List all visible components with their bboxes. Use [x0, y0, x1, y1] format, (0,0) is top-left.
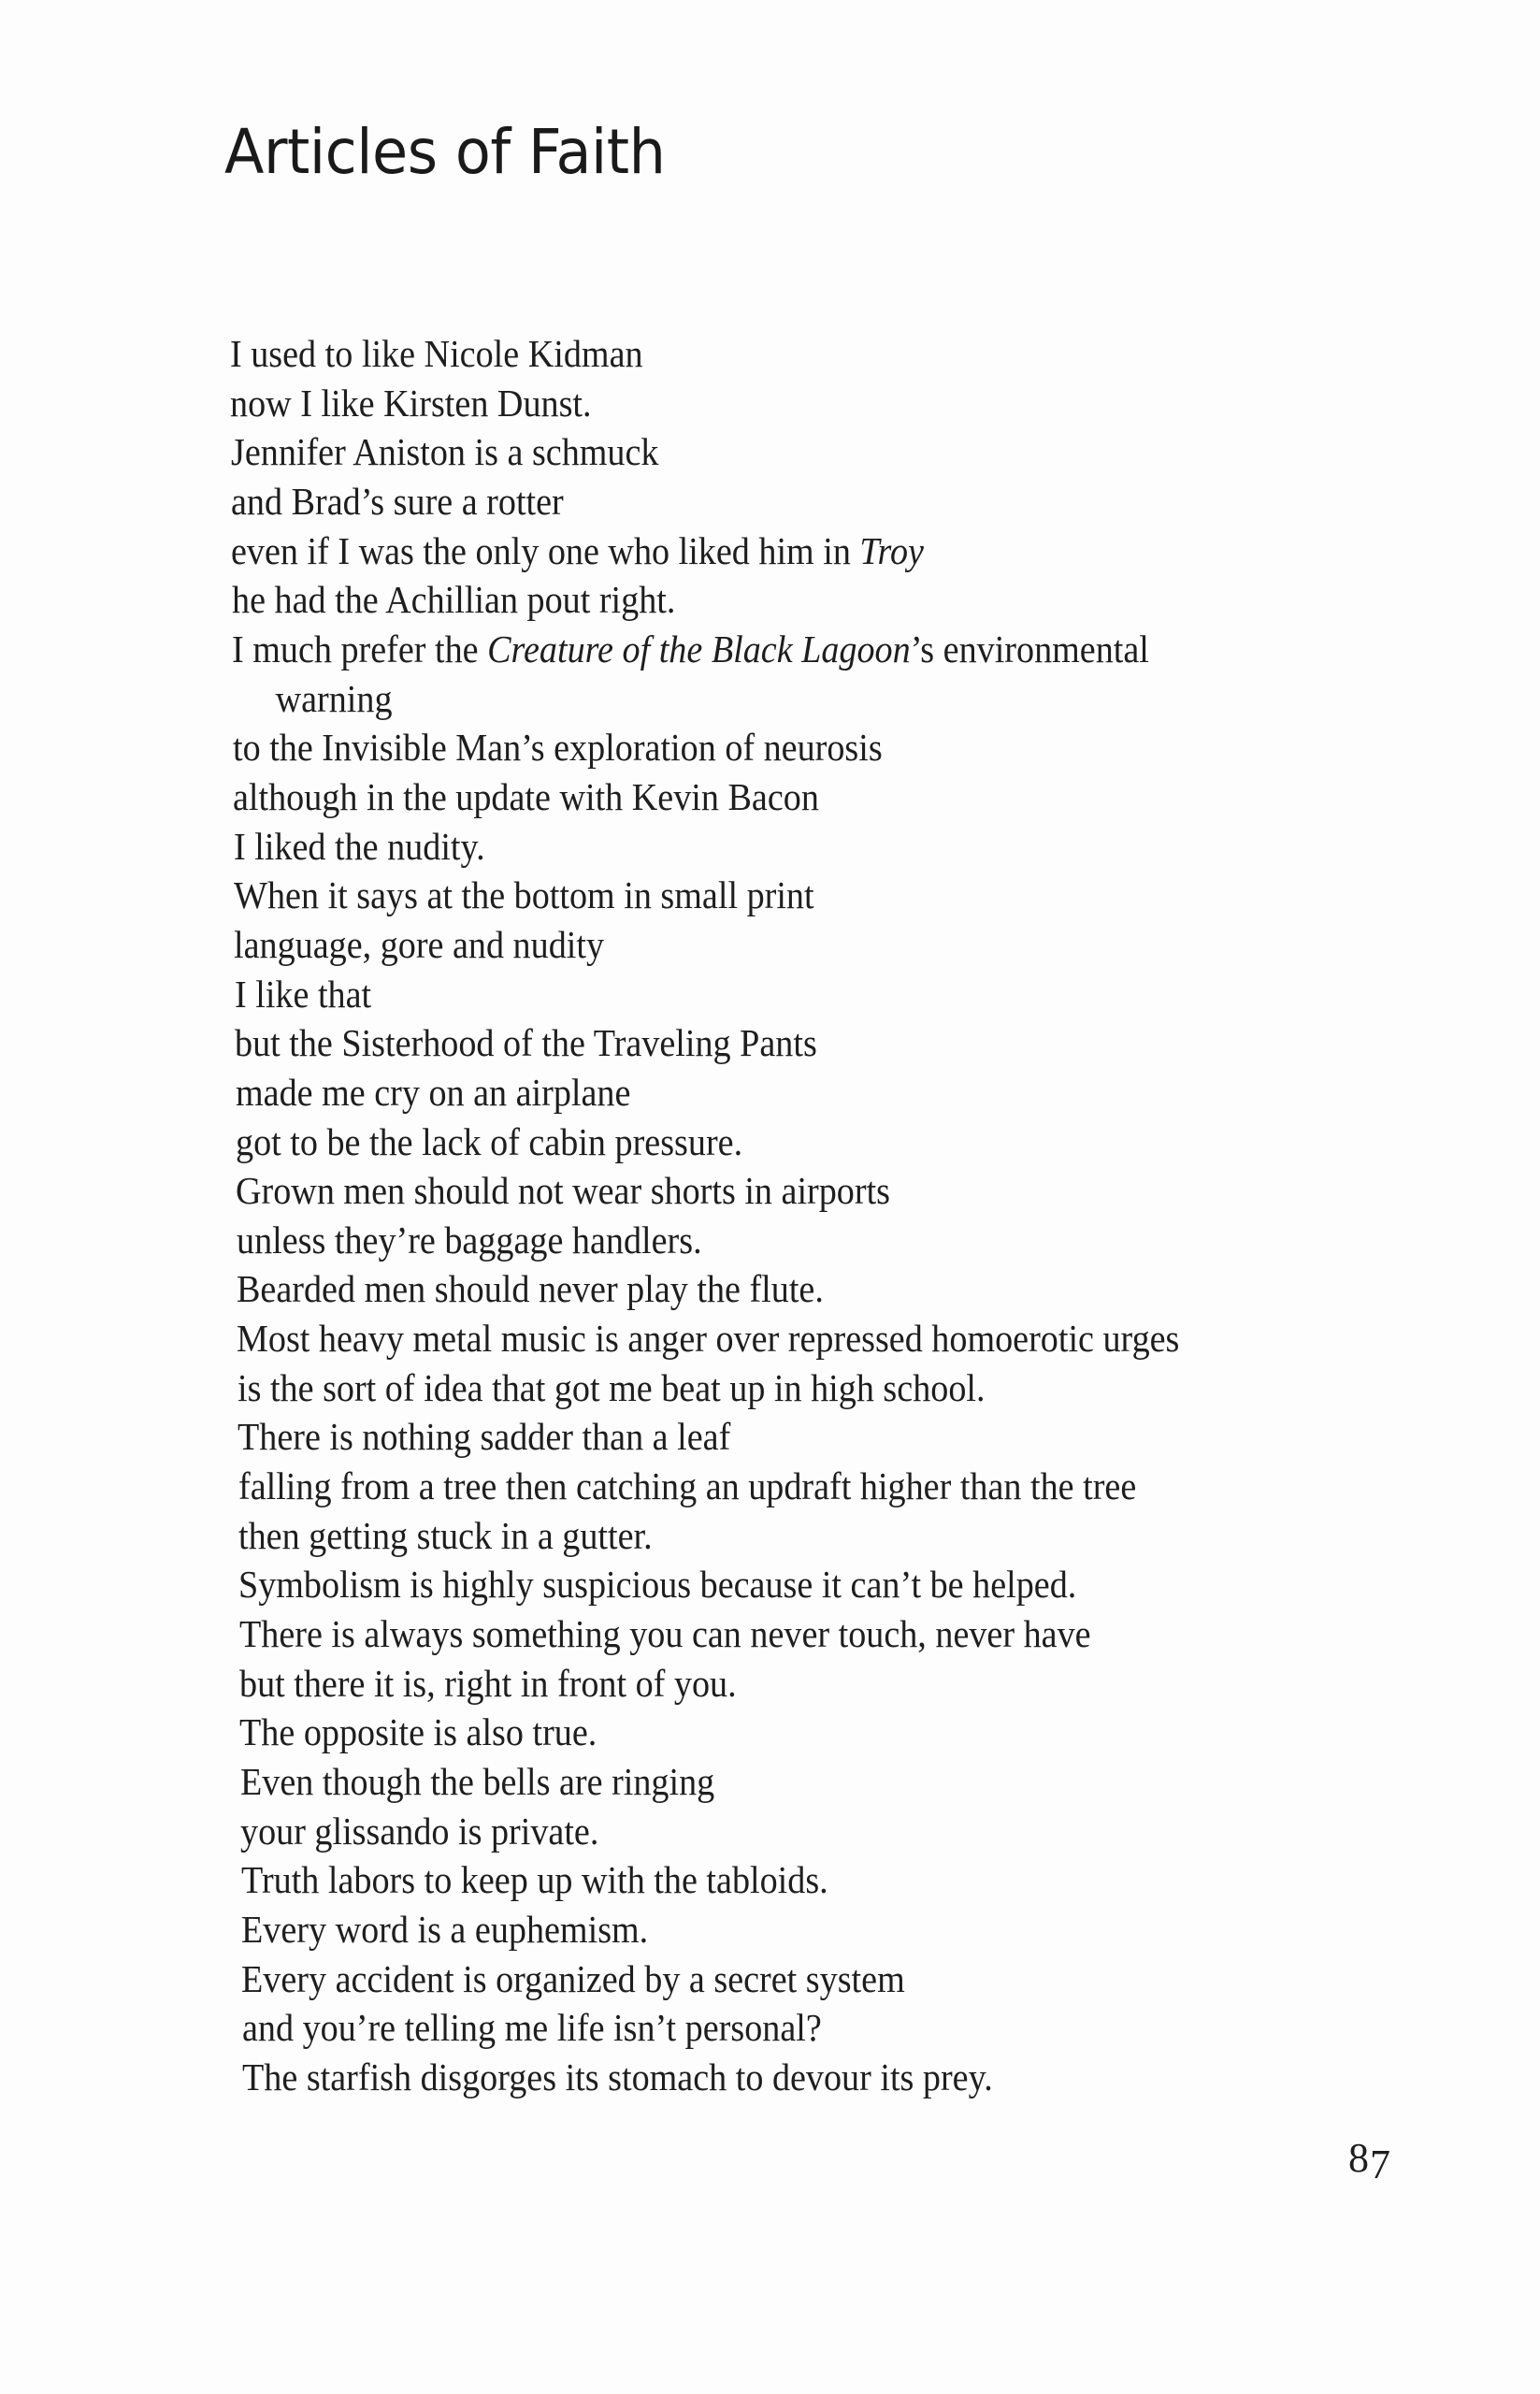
- page-number-digit-1: 8: [1348, 2135, 1369, 2181]
- poem-line: then getting stuck in a gutter.: [238, 1514, 653, 1557]
- poem-line: warning: [275, 677, 393, 720]
- poem-line: There is nothing sadder than a leaf: [237, 1415, 731, 1458]
- page-number-digit-2: 7: [1370, 2142, 1390, 2187]
- poem-line: Truth labors to keep up with the tabloids.: [241, 1858, 828, 1901]
- poem-line: unless they’re baggage handlers.: [237, 1219, 702, 1262]
- poem-line-text: ’s environmental: [910, 627, 1149, 671]
- poem-line: When it says at the bottom in small print: [234, 873, 814, 916]
- poem-line: Most heavy metal music is anger over repressed homoerotic urges: [237, 1317, 1180, 1360]
- poem-line: is the sort of idea that got me beat up in high school.: [237, 1366, 986, 1409]
- poem-title: Articles of Faith: [224, 116, 666, 188]
- poem-line: language, gore and nudity: [234, 923, 605, 966]
- poem-line: and Brad’s sure a rotter: [231, 480, 564, 523]
- poem-line-text: even if I was the only one who liked him in: [231, 529, 860, 572]
- poem-line-italic-title: Troy: [859, 529, 924, 572]
- poem-line: Bearded men should never play the flute.: [237, 1267, 824, 1310]
- poem-line: Jennifer Aniston is a schmuck: [231, 430, 659, 473]
- page-number: [1348, 2134, 1390, 2187]
- poem-line: to the Invisible Man’s exploration of neurosis: [233, 726, 883, 769]
- poem-line: got to be the lack of cabin pressure.: [236, 1120, 743, 1163]
- poem-line: I like that: [235, 973, 372, 1016]
- poem-line-italic-title: Creature of the Black Lagoon: [487, 627, 911, 671]
- poem-line: although in the update with Kevin Bacon: [233, 775, 819, 818]
- poem-line: I liked the nudity.: [234, 825, 485, 868]
- poem-line: Grown men should not wear shorts in airports: [236, 1169, 891, 1212]
- poem-line: [231, 526, 924, 575]
- poem-line: made me cry on an airplane: [236, 1071, 631, 1114]
- poem-line: he had the Achillian pout right.: [232, 578, 676, 621]
- poem-line: falling from a tree then catching an updraft higher than the tree: [238, 1464, 1137, 1507]
- poem-line: The opposite is also true.: [239, 1710, 597, 1753]
- poem-line: your glissando is private.: [240, 1810, 599, 1853]
- poem-line: now I like Kirsten Dunst.: [230, 382, 592, 425]
- poem-line: Symbolism is highly suspicious because it can’t be helped.: [238, 1563, 1077, 1606]
- poem-line: but there it is, right in front of you.: [239, 1662, 737, 1705]
- poem-line: and you’re telling me life isn’t personal?: [242, 2006, 822, 2049]
- poem-line-text: I much prefer the: [232, 627, 488, 671]
- poem-line: Every word is a euphemism.: [241, 1908, 649, 1951]
- poem-line: There is always something you can never touch, never have: [239, 1612, 1091, 1655]
- poem-line: I used to like Nicole Kidman: [230, 332, 643, 375]
- poem-line: The starfish disgorges its stomach to devour its prey.: [242, 2055, 993, 2098]
- poem-line: Every accident is organized by a secret system: [241, 1957, 905, 2000]
- poem-line: Even though the bells are ringing: [240, 1760, 715, 1803]
- poem-line: [232, 625, 1149, 673]
- poem-line: but the Sisterhood of the Traveling Pants: [235, 1021, 817, 1064]
